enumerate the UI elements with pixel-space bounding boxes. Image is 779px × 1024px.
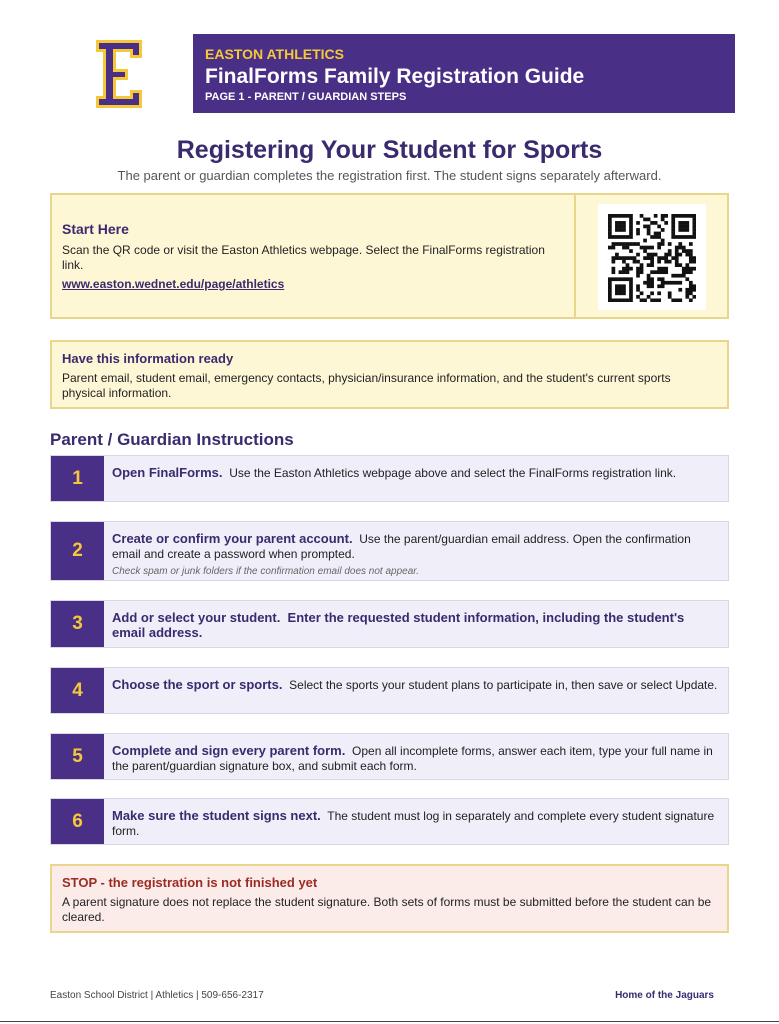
start-here-title: Start Here — [62, 221, 129, 237]
step-4 — [50, 667, 729, 714]
step-lead: Choose the sport or sports. — [112, 677, 283, 692]
step-6 — [50, 798, 729, 845]
page-subtitle: PAGE 1 - PARENT / GUARDIAN STEPS — [205, 91, 407, 103]
step-text: Use the parent/guardian email address. Open the confirmation email and create a password when prompted. — [112, 532, 691, 561]
stop-text: A parent signature does not replace the student signature. Both sets of forms must be submitted before the student can be cleared. — [62, 895, 712, 924]
step-number: 5 — [51, 734, 104, 779]
step-2 — [50, 521, 729, 581]
info-ready-callout — [50, 340, 729, 409]
step-body — [112, 610, 718, 640]
org-name: EASTON ATHLETICS — [205, 46, 344, 62]
stop-warning-callout — [50, 864, 729, 933]
easton-e-logo — [94, 38, 144, 110]
athletics-link[interactable]: www.easton.wednet.edu/page/athletics — [62, 277, 285, 291]
step-body — [112, 465, 718, 481]
step-text: Select the sports your student plans to participate in, then save or select Update. — [289, 678, 718, 692]
step-body — [112, 677, 718, 693]
step-body — [112, 743, 718, 774]
step-text: Open all incomplete forms, answer each item, type your full name in the parent/guardian signature box, and submit each form. — [112, 744, 713, 773]
step-lead: Complete and sign every parent form. — [112, 743, 346, 758]
start-here-callout — [50, 193, 729, 319]
qr-code-icon — [608, 214, 696, 302]
step-number: 1 — [51, 456, 104, 501]
step-lead: Open FinalForms. — [112, 465, 223, 480]
step-body — [112, 808, 718, 839]
guide-title: FinalForms Family Registration Guide — [205, 65, 585, 88]
step-number: 6 — [51, 799, 104, 844]
step-text: Enter the requested student information, including the student's email address. — [112, 610, 685, 640]
page-intro: The parent or guardian completes the registration first. The student signs separately afterward. — [117, 168, 662, 183]
footer-contact: Easton School District | Athletics | 509-656-2317 — [50, 990, 264, 1001]
qr-code-panel — [598, 204, 706, 310]
info-ready-title: Have this information ready — [62, 351, 234, 366]
start-here-text: Scan the QR code or visit the Easton Athletics webpage. Select the FinalForms registration link. — [62, 243, 545, 272]
step-text: The student must log in separately and complete every student signature form. — [112, 809, 715, 838]
callout-divider — [574, 195, 576, 317]
step-lead: Make sure the student signs next. — [112, 808, 321, 823]
step-text: Use the Easton Athletics webpage above and select the FinalForms registration link. — [229, 466, 677, 480]
page-heading: Registering Your Student for Sports — [176, 136, 603, 164]
step-lead: Add or select your student. — [112, 610, 281, 625]
footer-rule — [0, 1021, 779, 1022]
step-note: Check spam or junk folders if the confirmation email does not appear. — [112, 566, 420, 577]
step-3 — [50, 600, 729, 648]
info-ready-text: Parent email, student email, emergency contacts, physician/insurance information, and the student's current sports physical information. — [62, 371, 671, 400]
start-here-text-area — [62, 221, 562, 291]
instructions-heading: Parent / Guardian Instructions — [50, 430, 294, 449]
footer-tagline: Home of the Jaguars — [615, 990, 714, 1001]
step-number: 4 — [51, 668, 104, 713]
stop-title: STOP - the registration is not finished yet — [62, 875, 318, 890]
step-body — [112, 531, 718, 579]
step-number: 2 — [51, 522, 104, 580]
step-lead: Create or confirm your parent account. — [112, 531, 353, 546]
step-1 — [50, 455, 729, 502]
step-number: 3 — [51, 601, 104, 647]
title-banner — [193, 34, 735, 113]
step-5 — [50, 733, 729, 780]
